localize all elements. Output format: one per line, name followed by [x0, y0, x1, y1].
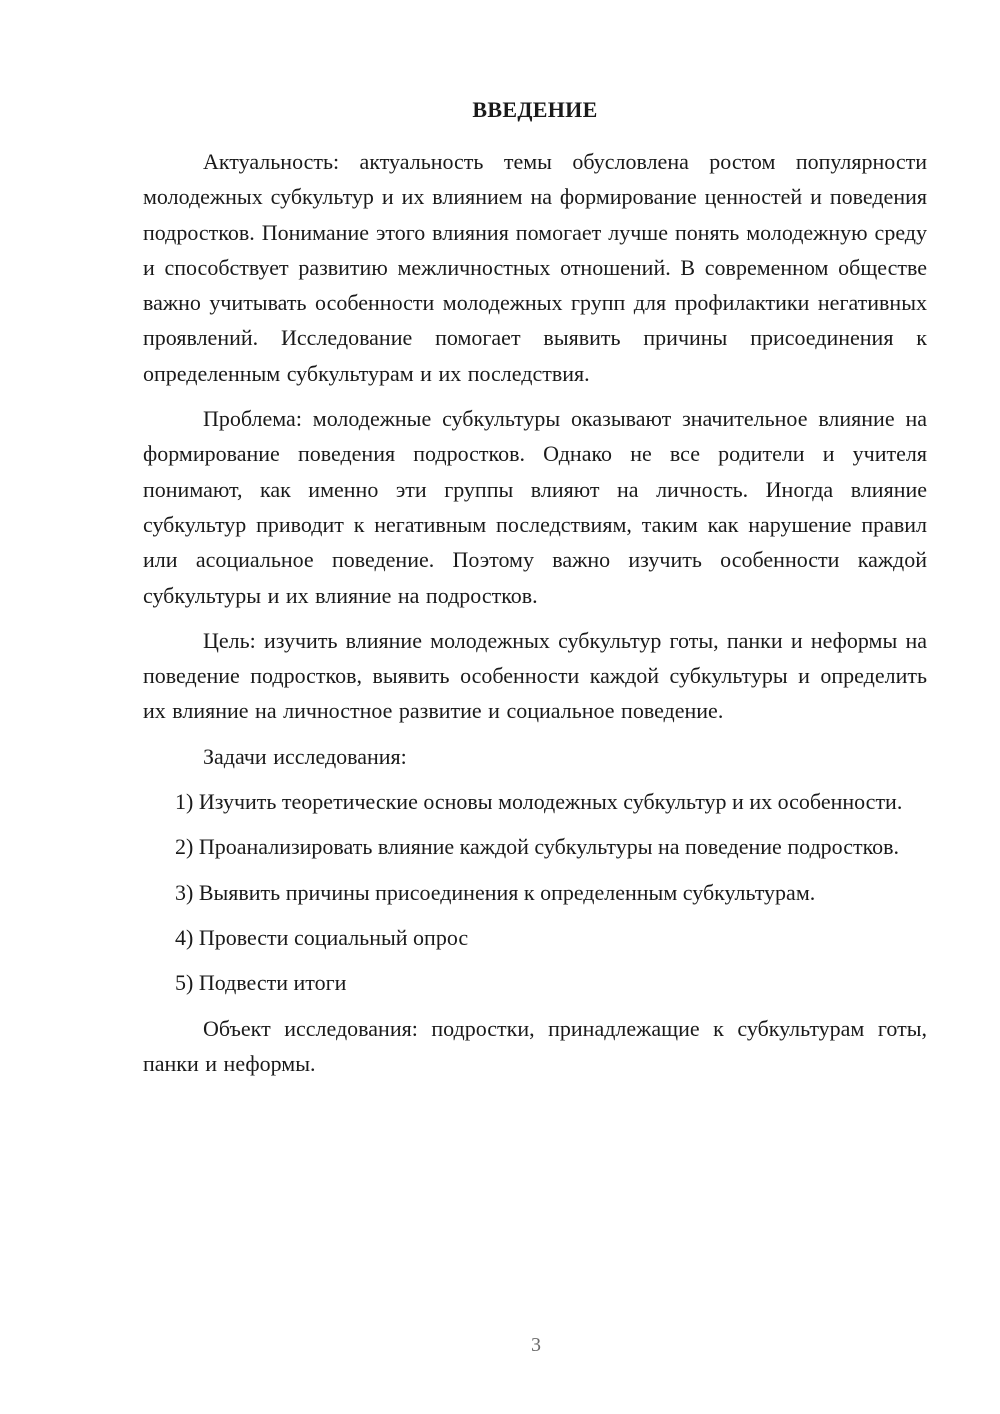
paragraph-object: Объект исследования: подростки, принадлежащие к субкультурам готы, панки и неформы. — [143, 1015, 927, 1076]
task-item-2: 2) Проанализировать влияние каждой субкультуры на поведение подростков. — [175, 834, 900, 860]
document-page — [143, 94, 927, 1091]
page-number: 3 — [531, 1334, 541, 1356]
task-item-1: 1) Изучить теоретические основы молодежных субкультур и их особенности. — [175, 789, 903, 815]
task-item-3: 3) Выявить причины присоединения к определенным субкультурам. — [175, 879, 816, 905]
paragraph-goal: Цель: изучить влияние молодежных субкультур готы, панки и неформы на поведение подростков, выявить особенности каждой субкультуры и определить их влияние на личностное развитие и социальное поведение. — [143, 627, 927, 724]
section-title: ВВЕДЕНИЕ — [472, 97, 598, 122]
paragraph-relevance: Актуальность: актуальность темы обусловлена ростом популярности молодежных субкультур и их влиянием на формирование ценностей и поведения подростков. Понимание этого влияния помогает лучше понять молодежную среду и способствует развитию межличностных отношений. В современном обществе важно учитывать особенности молодежных групп для профилактики негативных проявлений. Исследование помогает выявить причины присоединения к определенным субкультурам и их последствия. — [143, 149, 927, 386]
task-item-5: 5) Подвести итоги — [175, 970, 347, 996]
task-item-4: 4) Провести социальный опрос — [175, 924, 469, 950]
tasks-heading: Задачи исследования: — [203, 743, 407, 769]
paragraph-problem: Проблема: молодежные субкультуры оказывают значительное влияние на формирование поведения подростков. Однако не все родители и учителя понимают, как именно эти группы влияют на личность. Иногда влияние субкультур приводит к негативным последствиям, таким как нарушение правил или асоциальное поведение. Поэтому важно изучить особенности каждой субкультуры и их влияние на подростков. — [143, 406, 927, 608]
